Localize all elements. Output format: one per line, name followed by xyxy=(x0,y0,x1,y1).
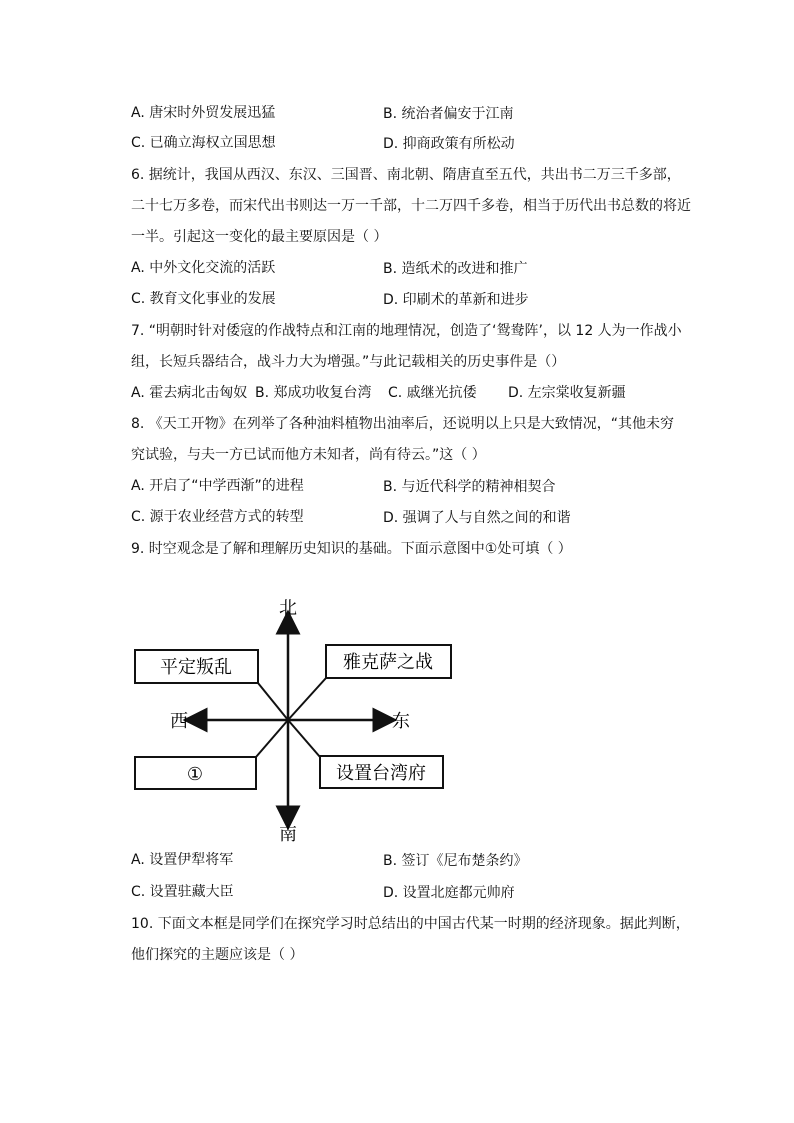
diagonal-nw xyxy=(258,683,288,720)
q9-option-b: B. 签订《尼布楚条约》 xyxy=(383,853,528,869)
q8-stem-line2: 究试验，与夫一方已试而他方未知者，尚有待云。”这（ ） xyxy=(131,447,486,463)
diagonal-ne xyxy=(288,678,326,720)
west-label: 西 xyxy=(170,711,188,732)
q9-stem-line1: 9. 时空观念是了解和理解历史知识的基础。下面示意图中①处可填（ ） xyxy=(131,541,572,557)
q6-stem-line3: 一半。引起这一变化的最主要原因是（ ） xyxy=(131,229,388,245)
q5-option-c: C. 已确立海权立国思想 xyxy=(131,135,276,151)
box-nw-label: 平定叛乱 xyxy=(160,657,232,678)
q6-option-a: A. 中外文化交流的活跃 xyxy=(131,260,276,276)
q10-stem-line2: 他们探究的主题应该是（ ） xyxy=(131,947,304,963)
south-label: 南 xyxy=(279,824,297,845)
box-ne-label: 雅克萨之战 xyxy=(343,652,433,673)
q7-option-a: A. 霍去病北击匈奴 xyxy=(131,385,248,401)
q7-stem-line2: 组，长短兵器结合，战斗力大为增强。”与此记载相关的历史事件是（） xyxy=(131,354,566,370)
diagonal-se xyxy=(288,720,320,757)
q5-option-d: D. 抑商政策有所松动 xyxy=(383,136,515,152)
q6-stem-line1: 6. 据统计，我国从西汉、东汉、三国晋、南北朝、隋唐直至五代，共出书二万三千多部， xyxy=(131,167,681,183)
q6-option-b: B. 造纸术的改进和推广 xyxy=(383,261,528,277)
q7-option-b: B. 郑成功收复台湾 xyxy=(255,385,372,401)
q6-option-d: D. 印刷术的革新和进步 xyxy=(383,292,529,308)
q8-stem-line1: 8. 《天工开物》在列举了各种油料植物出油率后，还说明以上只是大致情况，“其他未穷 xyxy=(131,416,675,432)
east-label: 东 xyxy=(392,711,410,732)
q8-option-c: C. 源于农业经营方式的转型 xyxy=(131,509,304,525)
q9-option-c: C. 设置驻藏大臣 xyxy=(131,884,234,900)
direction-diagram xyxy=(120,590,460,845)
q6-stem-line2: 二十七万多卷，而宋代出书则达一万一千部，十二万四千多卷，相当于历代出书总数的将近 xyxy=(131,198,691,214)
q7-option-d: D. 左宗棠收复新疆 xyxy=(508,385,626,401)
q9-option-d: D. 设置北庭都元帅府 xyxy=(383,885,515,901)
q7-stem-line1: 7. “明朝时针对倭寇的作战特点和江南的地理情况，创造了‘鸳鸯阵’，以 12 人为一作战小 xyxy=(131,323,682,339)
q10-stem-line1: 10. 下面文本框是同学们在探究学习时总结出的中国古代某一时期的经济现象。据此判断， xyxy=(131,916,690,932)
q5-option-b: B. 统治者偏安于江南 xyxy=(383,106,514,122)
q8-option-a: A. 开启了“中学西渐”的进程 xyxy=(131,478,304,494)
q6-option-c: C. 教育文化事业的发展 xyxy=(131,291,276,307)
box-sw-label: ① xyxy=(186,764,204,785)
q8-option-d: D. 强调了人与自然之间的和谐 xyxy=(383,510,571,526)
diagonal-sw xyxy=(256,720,288,757)
box-se-label: 设置台湾府 xyxy=(336,763,426,784)
q9-option-a: A. 设置伊犁将军 xyxy=(131,852,234,868)
q8-option-b: B. 与近代科学的精神相契合 xyxy=(383,479,556,495)
q7-option-c: C. 戚继光抗倭 xyxy=(388,385,477,401)
q5-option-a: A. 唐宋时外贸发展迅猛 xyxy=(131,105,276,121)
north-label: 北 xyxy=(279,598,297,619)
